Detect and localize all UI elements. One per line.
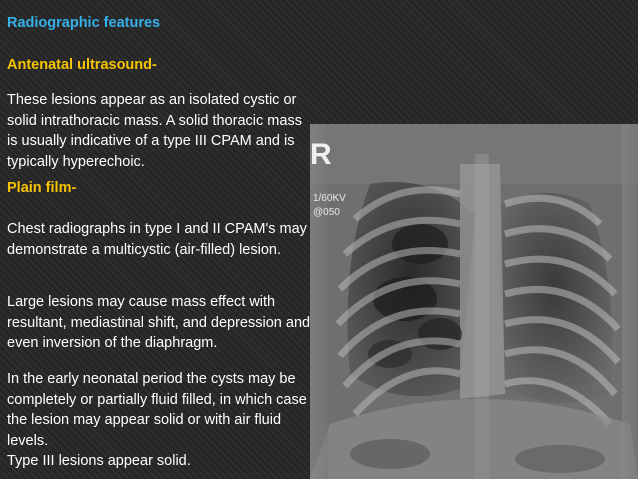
section-heading-plain-film: Plain film- <box>7 180 77 196</box>
slide-title: Radiographic features <box>7 15 161 31</box>
exposure-label-1: 1/60KV <box>313 193 346 204</box>
side-marker-r: R <box>310 138 332 171</box>
exposure-label-2: @050 <box>313 207 340 218</box>
slide-text-column <box>7 8 312 479</box>
section-heading-ultrasound: Antenatal ultrasound- <box>7 57 157 73</box>
plain-film-paragraph-2: Large lesions may cause mass effect with resultant, mediastinal shift, and depression and even inversion of the diaphragm. <box>7 294 311 351</box>
ultrasound-paragraph: These lesions appear as an isolated cystic or solid intrathoracic mass. A solid thoracic mass is usually indicative of a type III CPAM and is typically hyperechoic. <box>7 92 302 170</box>
plain-film-paragraph-3: In the early neonatal period the cysts may be completely or partially fluid filled, in which case the lesion may appear solid or with air fluid levels. <box>7 371 307 449</box>
chest-radiograph-image <box>310 124 638 479</box>
plain-film-paragraph-1: Chest radiographs in type I and II CPAM's may demonstrate a multicystic (air-filled) lesion. <box>7 221 307 258</box>
plain-film-paragraph-4: Type III lesions appear solid. <box>7 453 191 469</box>
